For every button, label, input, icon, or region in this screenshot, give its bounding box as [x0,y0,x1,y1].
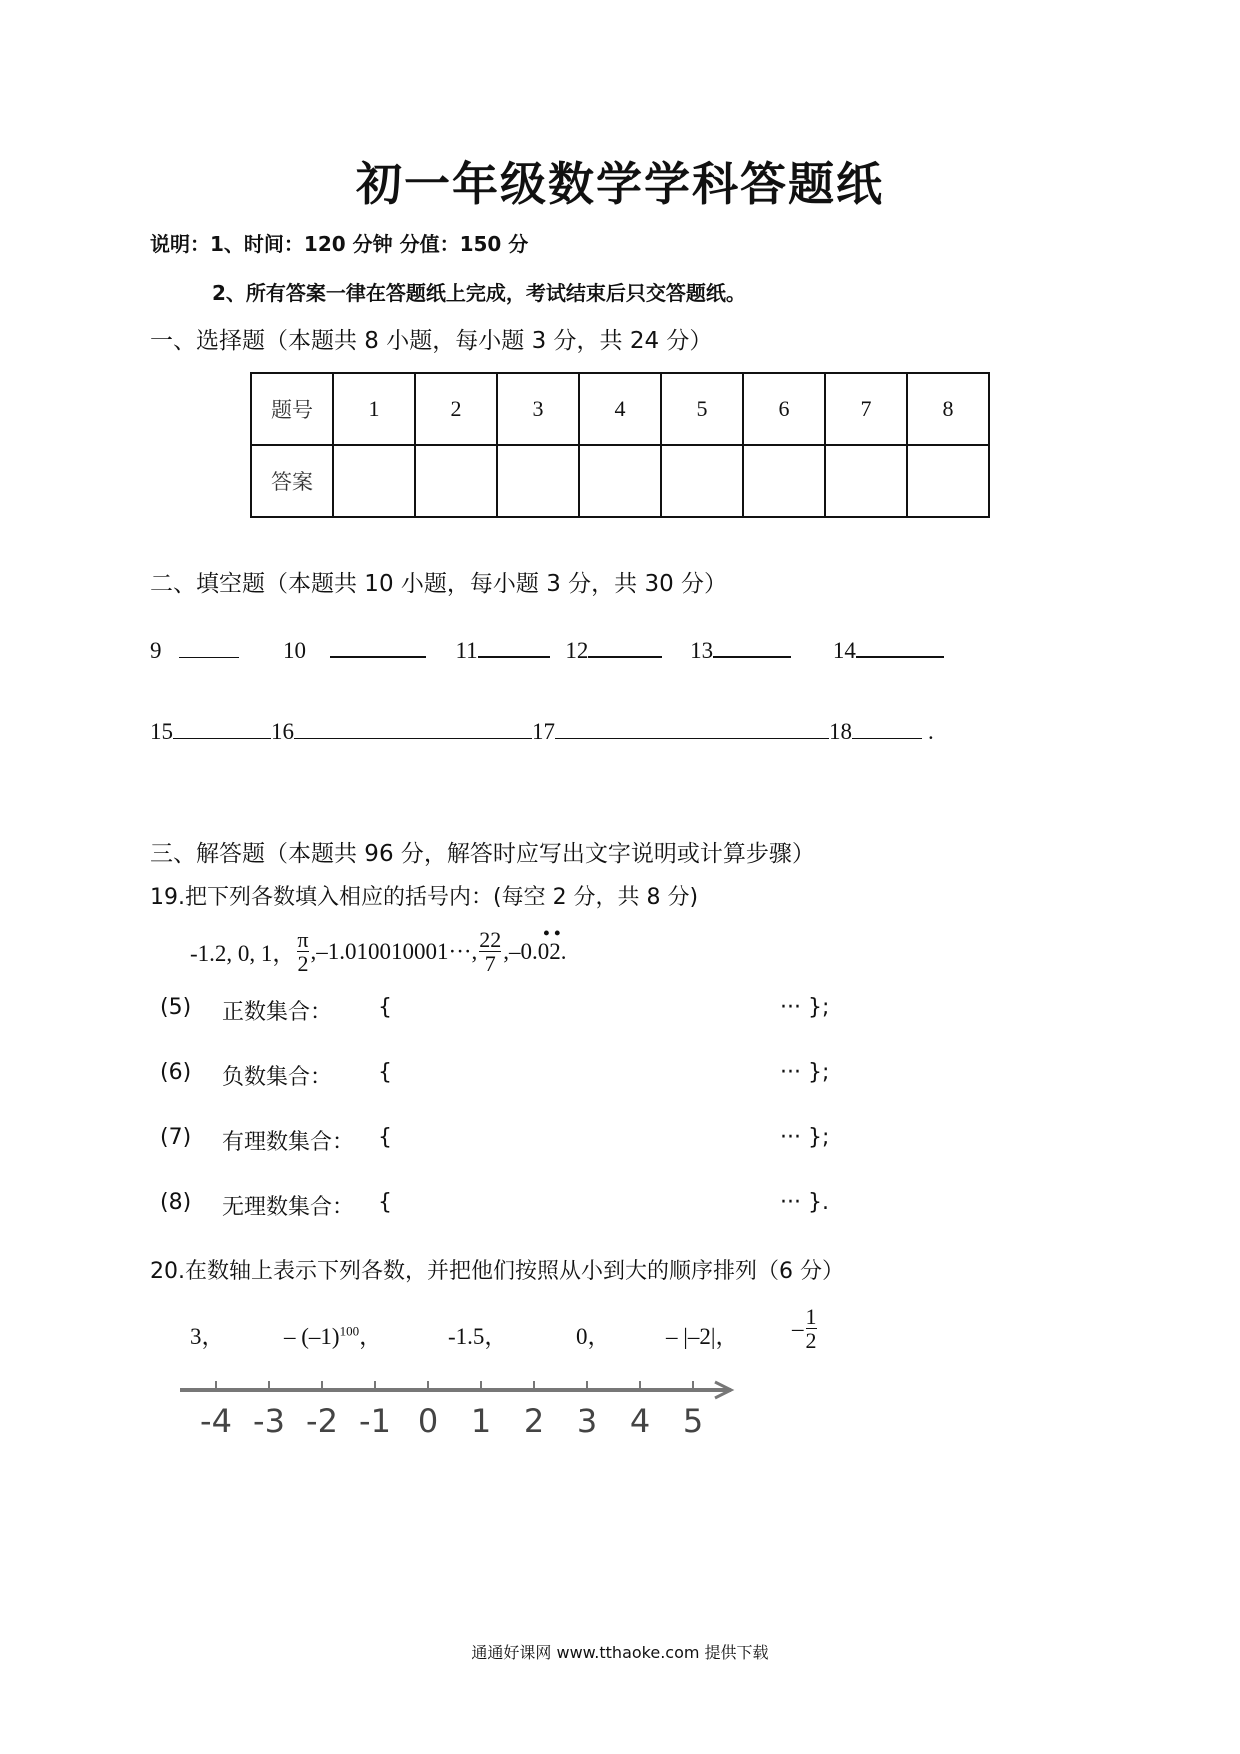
set-index: (5) [160,995,192,1020]
set-close: ··· }; [780,995,830,1020]
set-index: (7) [160,1125,192,1150]
question-number-7: 7 [825,373,907,445]
page-title: 初一年级数学学科答题纸 [356,157,884,211]
question-number-2: 2 [415,373,497,445]
instruction-line-2: 2、所有答案一律在答题纸上完成，考试结束后只交答题纸。 [212,281,746,305]
answer-table [250,372,990,518]
axis-tick-label: -2 [306,1402,338,1440]
axis-tick-label: -1 [359,1402,391,1440]
number-line [180,1378,760,1458]
q19-numbers [190,922,567,977]
set-label: 正数集合： [222,1000,333,1025]
blank-label-17: 17 [532,719,555,744]
q20-item-neg-power-base: – (–1) [284,1324,340,1349]
blank-10[interactable] [330,632,426,658]
blank-16[interactable] [294,714,532,739]
axis-tick-label: 0 [417,1402,439,1440]
section2-heading: 二、填空题（本题共 10 小题，每小题 3 分，共 30 分） [150,571,728,597]
set-open-brace: { [378,995,392,1020]
set-label: 无理数集合： [222,1195,355,1220]
question-number-4: 4 [579,373,661,445]
answer-cell-2[interactable] [415,445,497,517]
axis-tick-label: 5 [682,1402,704,1440]
row-end-mark: . [928,719,934,744]
set-row-irrational [160,1190,860,1220]
blank-13[interactable] [713,632,791,658]
q19-numbers-a: -1.2, 0, 1， [190,941,296,967]
q20-item-0: 0， [576,1324,611,1349]
set-index: (8) [160,1190,192,1215]
q20-item-neg-power [284,1318,382,1351]
fraction-22-over-7 [479,928,501,975]
q20-item-neg-half [792,1305,819,1352]
set-open-brace: { [378,1060,392,1085]
blank-label-15: 15 [150,719,173,744]
answer-cell-8[interactable] [907,445,989,517]
blank-label-18: 18 [829,719,852,744]
axis-tick-label: 3 [576,1402,598,1440]
blank-label-16: 16 [271,719,294,744]
blank-12[interactable] [588,632,662,658]
q20-item-3: 3， [190,1324,225,1349]
question-number-6: 6 [743,373,825,445]
blank-17[interactable] [555,714,829,739]
blank-row-2 [150,714,934,745]
fraction-22-numerator: 22 [479,927,502,952]
blank-15[interactable] [173,714,271,739]
row-label-answer: 答案 [251,445,333,517]
set-row-negative [160,1060,860,1090]
fraction-pi-over-2 [297,928,308,975]
fraction-pi-denominator: 2 [297,951,309,977]
table-row-numbers [251,373,989,445]
question-number-5: 5 [661,373,743,445]
blank-label-9: 9 [150,638,162,663]
axis-tick-label: -4 [200,1402,232,1440]
q20-item-neg-1-5: -1.5， [448,1324,508,1349]
answer-cell-4[interactable] [579,445,661,517]
set-close: ··· }. [780,1190,829,1215]
section1-heading: 一、选择题（本题共 8 小题，每小题 3 分，共 24 分） [150,328,713,354]
blank-label-13: 13 [690,638,714,663]
set-label: 负数集合： [222,1065,333,1090]
set-row-rational [160,1125,860,1155]
set-row-positive [160,995,860,1025]
q20-item-neg-half-sign: – [792,1315,804,1341]
blank-row-1 [150,632,944,664]
set-open-brace: { [378,1190,392,1215]
set-close: ··· }; [780,1125,830,1150]
fraction-7-denominator: 7 [484,951,496,977]
fraction-one-half [806,1305,817,1352]
fraction-half-numerator: 1 [805,1304,817,1329]
question-number-1: 1 [333,373,415,445]
axis-tick-label: -3 [253,1402,285,1440]
q20-prompt: 20.在数轴上表示下列各数，并把他们按照从小到大的顺序排列（6 分） [150,1259,844,1284]
instruction-line-1: 说明：1、时间：120 分钟 分值：150 分 [150,232,529,256]
fraction-pi-numerator: π [297,927,309,952]
number-line-axis [180,1381,731,1440]
blank-9[interactable] [179,633,239,658]
q20-item-neg-power-end: ， [359,1324,383,1349]
q20-item-exponent: 100 [339,1323,360,1339]
blank-label-11: 11 [455,638,478,663]
set-close: ··· }; [780,1060,830,1085]
q19-prompt: 19.把下列各数填入相应的括号内：(每空 2 分，共 8 分) [150,885,699,910]
set-label: 有理数集合： [222,1130,355,1155]
set-open-brace: { [378,1125,392,1150]
row-label-number: 题号 [251,373,333,445]
section3-heading: 三、解答题（本题共 96 分，解答时应写出文字说明或计算步骤） [150,841,815,867]
answer-cell-1[interactable] [333,445,415,517]
answer-cell-7[interactable] [825,445,907,517]
question-number-8: 8 [907,373,989,445]
repeating-decimal: ,–0.02. [503,938,567,964]
blank-18[interactable] [852,714,922,739]
set-index: (6) [160,1060,192,1085]
q19-numbers-b: ,–1.010010001···, [310,938,478,964]
question-number-3: 3 [497,373,579,445]
q20-item-neg-abs: – |–2|， [666,1324,739,1349]
repeat-dot-icon: • • [543,922,561,943]
blank-14[interactable] [856,632,944,658]
fraction-half-denominator: 2 [805,1328,817,1354]
q19-numbers-c [503,922,567,965]
answer-cell-5[interactable] [661,445,743,517]
answer-cell-6[interactable] [743,445,825,517]
axis-tick-label: 1 [470,1402,492,1440]
blank-label-10: 10 [283,638,306,663]
page-footer: 通通好课网 www.tthaoke.com 提供下载 [471,1643,769,1662]
blank-11[interactable] [478,632,550,658]
blank-label-12: 12 [565,638,589,663]
axis-tick-label: 2 [523,1402,545,1440]
answer-cell-3[interactable] [497,445,579,517]
blank-label-14: 14 [832,638,856,663]
axis-tick-label: 4 [629,1402,651,1440]
table-row-answers [251,445,989,517]
